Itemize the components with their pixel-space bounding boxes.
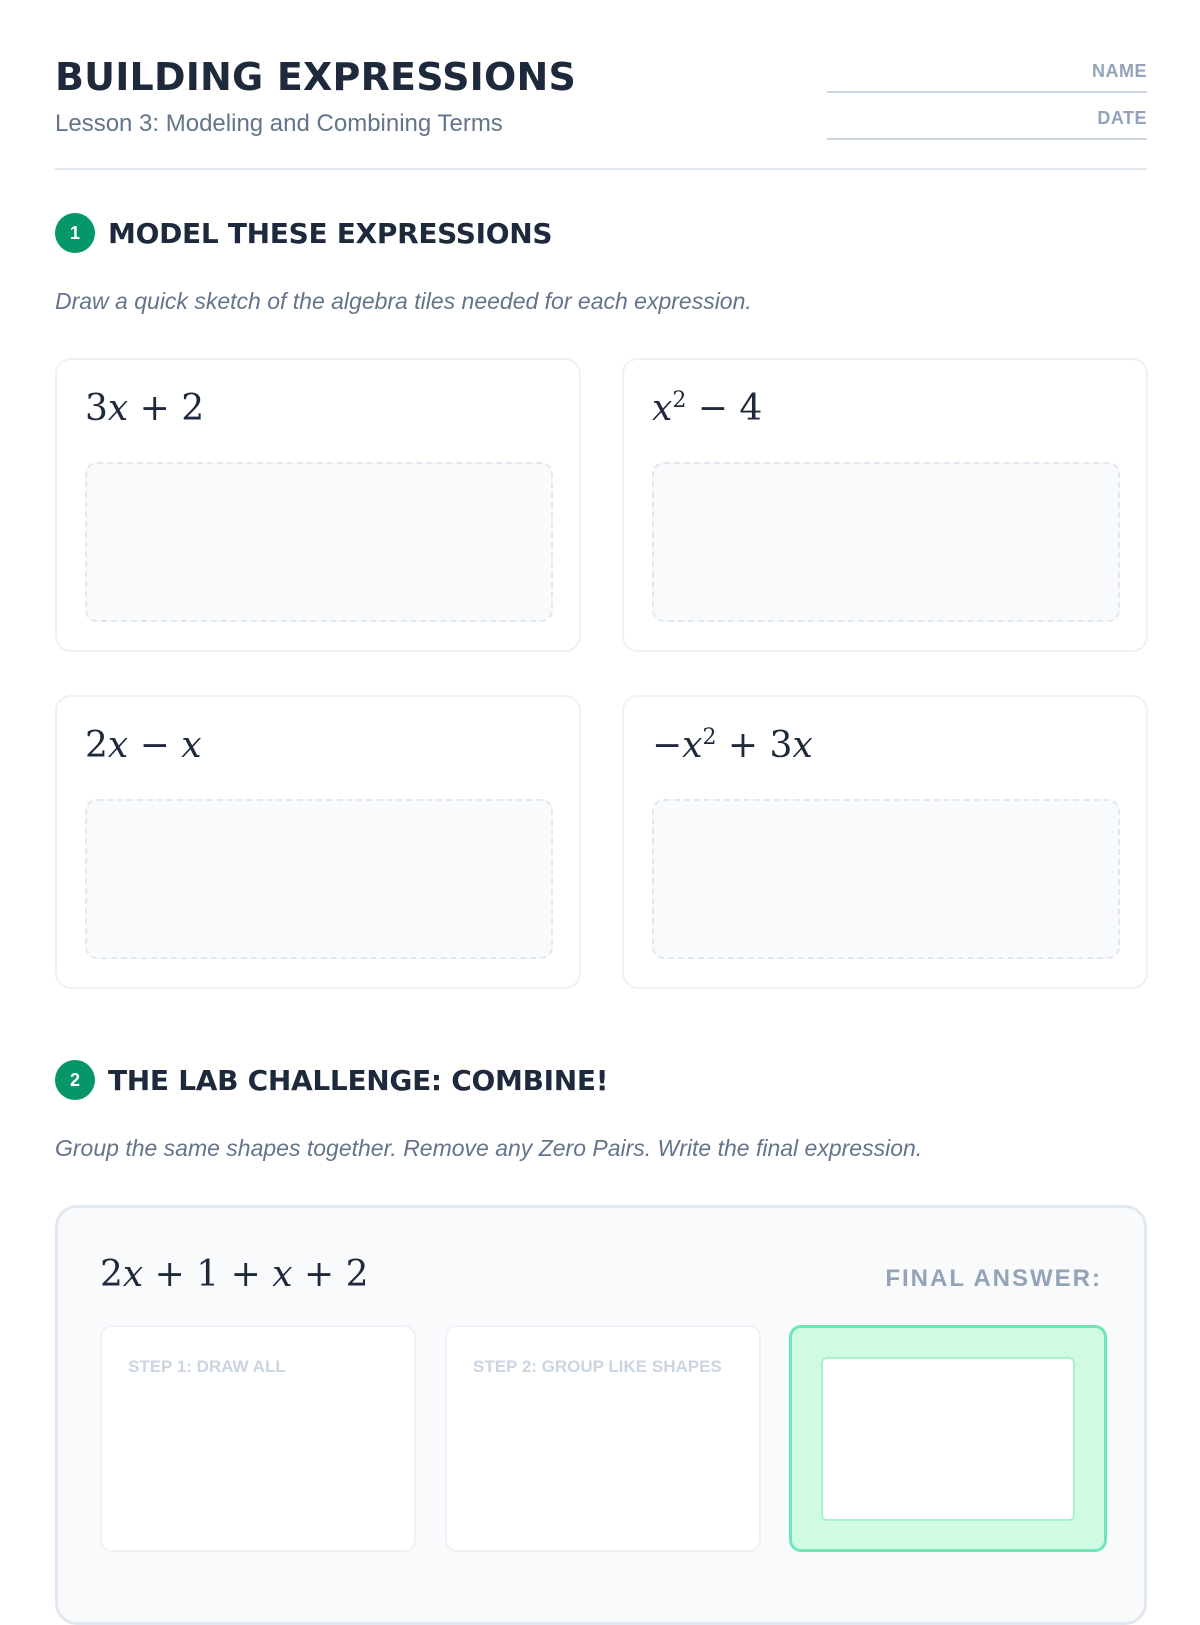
step-1-work-area[interactable] (100, 1325, 416, 1552)
lab-challenge-box (55, 1205, 1147, 1625)
step-2-work-area[interactable] (445, 1325, 761, 1552)
sketch-area-1[interactable] (85, 462, 553, 622)
expression-4: $-x^2 + 3x$ (652, 725, 813, 766)
sketch-area-4[interactable] (652, 799, 1120, 959)
worksheet-header (55, 0, 1147, 170)
section-2-number-badge: 2 (55, 1060, 95, 1100)
expression-3: 2x − x (85, 725, 202, 766)
date-field[interactable] (827, 100, 1147, 140)
expression-card-4 (622, 695, 1148, 989)
section-1-instruction: Draw a quick sketch of the algebra tiles needed for each expression. (55, 288, 752, 314)
expression-card-3 (55, 695, 581, 989)
final-answer-label: FINAL ANSWER: (885, 1265, 1102, 1292)
step-1-label: STEP 1: DRAW ALL (128, 1357, 286, 1376)
sketch-area-2[interactable] (652, 462, 1120, 622)
name-field[interactable] (827, 53, 1147, 93)
section-1-title: MODEL THESE EXPRESSIONS (108, 217, 553, 250)
section-1-number-badge: 1 (55, 213, 95, 253)
lab-expression: 2x + 1 + x + 2 (100, 1254, 369, 1295)
worksheet-page (55, 0, 1147, 1600)
section-2-title: THE LAB CHALLENGE: COMBINE! (108, 1064, 609, 1097)
expression-1: 3x + 2 (85, 388, 205, 429)
date-label: DATE (1097, 108, 1147, 128)
name-label: NAME (1092, 61, 1147, 81)
page-subtitle: Lesson 3: Modeling and Combining Terms (55, 110, 503, 137)
expression-2: $x^2 - 4$ (652, 388, 763, 429)
expression-card-1 (55, 358, 581, 652)
step-2-label: STEP 2: GROUP LIKE SHAPES (473, 1357, 722, 1376)
sketch-area-3[interactable] (85, 799, 553, 959)
section-2-instruction: Group the same shapes together. Remove any Zero Pairs. Write the final expression. (55, 1135, 923, 1161)
expression-card-2 (622, 358, 1148, 652)
final-answer-panel (789, 1325, 1107, 1552)
final-answer-input[interactable] (821, 1357, 1075, 1521)
page-title: BUILDING EXPRESSIONS (55, 55, 577, 99)
